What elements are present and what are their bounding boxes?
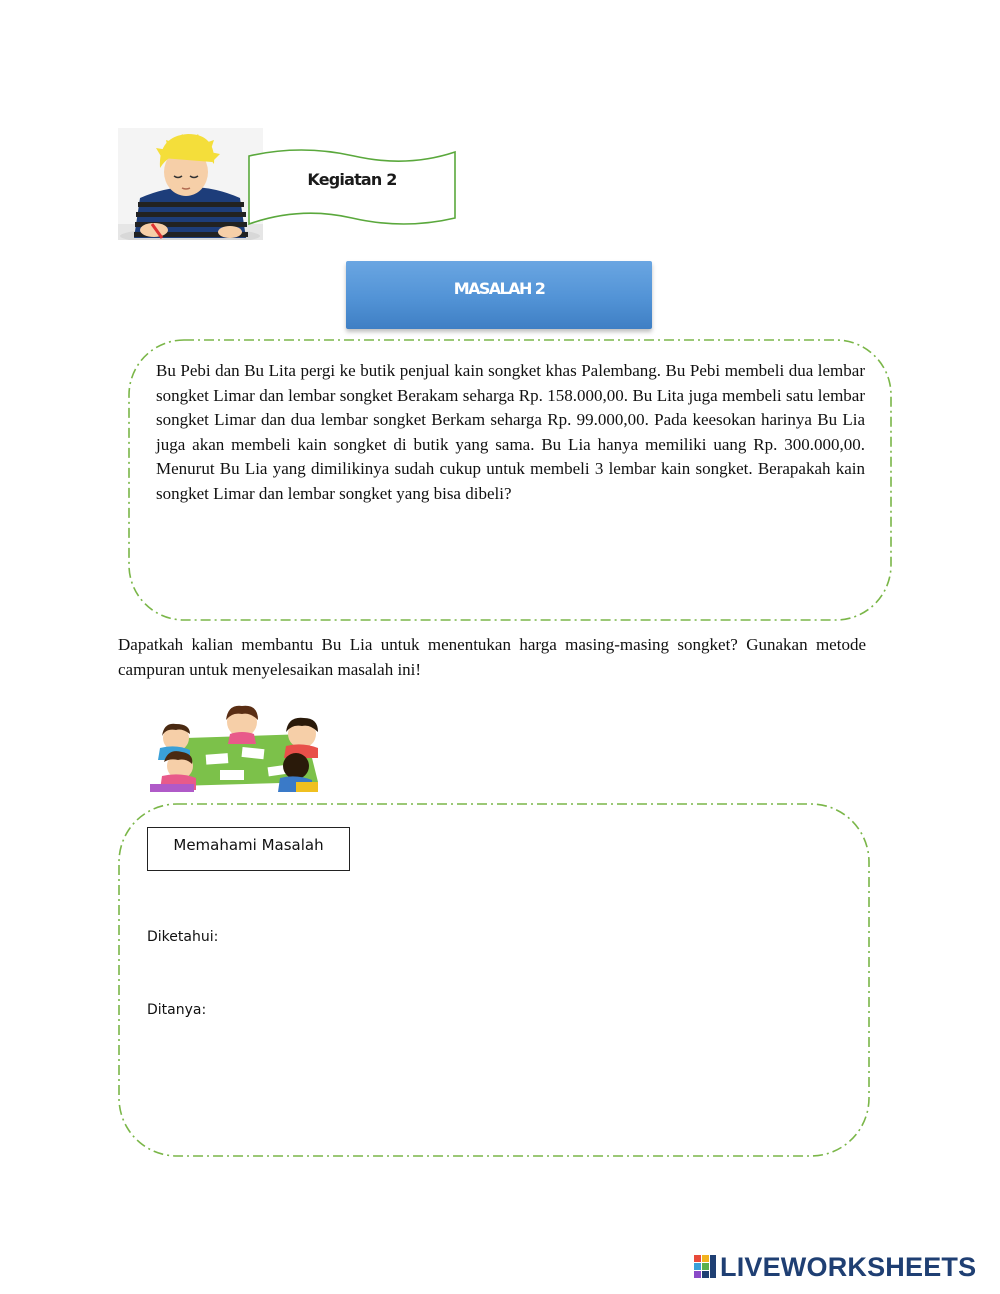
instruction-text: Dapatkah kalian membantu Bu Lia untuk menentukan harga masing-masing songket? Gunakan metode campuran untuk menyelesaikan masalah ini! — [118, 635, 866, 679]
problem-text: Bu Pebi dan Bu Lita pergi ke butik penjual kain songket khas Palembang. Bu Pebi membeli dua lembar songket Limar dan lembar songket Berakam seharga Rp. 158.000,00. Bu Lita juga membeli satu lembar songket Limar dan dua lembar songket Berkam seharga Rp. 99.000,00. Pada keesokan harinya Bu Lia juga akan membeli kain songket di butik yang sama. Bu Lia hanya memiliki uang Rp. 300.000,00. Menurut Bu Lia yang dimilikinya sudah cukup untuk membeli 3 lembar kain songket. Berapakah kain songket Limar dan lembar songket yang bisa dibeli? — [156, 361, 865, 503]
known-label: Diketahui: — [147, 929, 219, 945]
problem-header-label: MASALAH 2 — [453, 279, 545, 298]
kids-discussion-illustration — [146, 704, 336, 794]
activity-title: Kegiatan 2 — [307, 170, 397, 189]
boy-writing-illustration — [118, 128, 263, 240]
asked-label: Ditanya: — [147, 1002, 207, 1018]
brand-name: LIVEWORKSHEETS — [720, 1252, 977, 1282]
step-title: Memahami Masalah — [173, 836, 324, 854]
